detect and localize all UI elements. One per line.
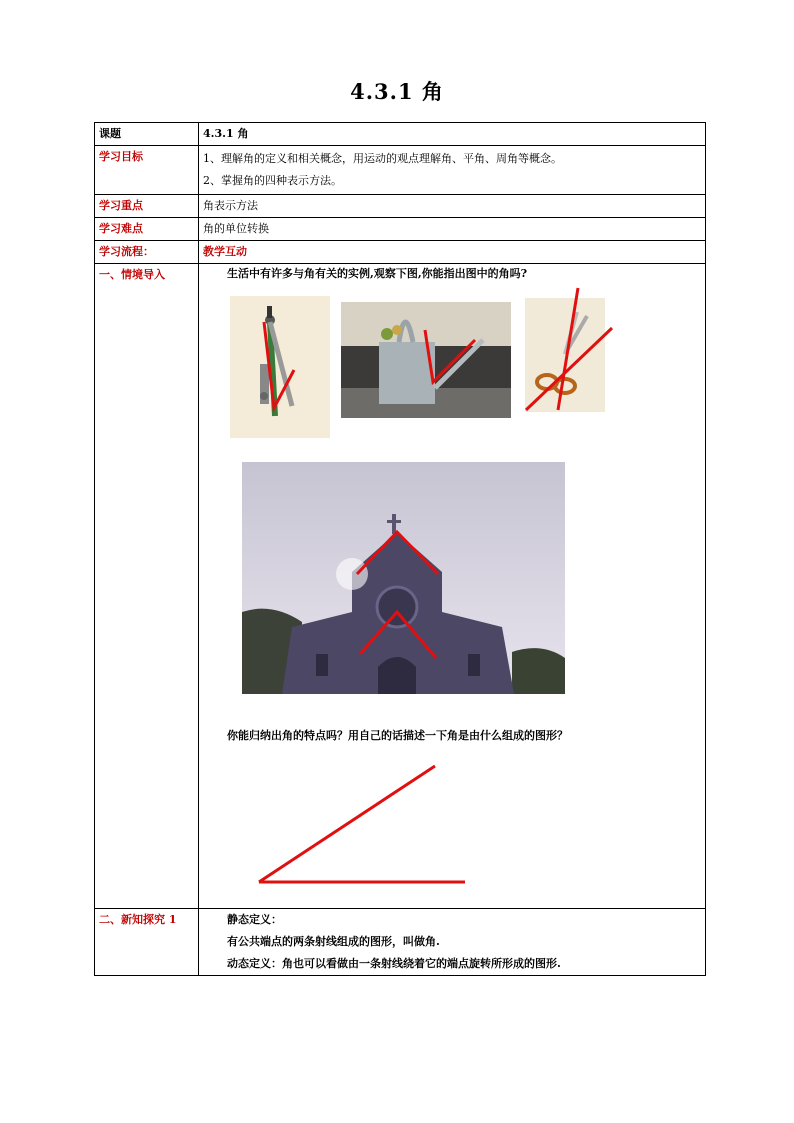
key-label: 学习重点 (95, 195, 199, 218)
intro-question-1: 生活中有许多与角有关的实例,观察下图,你能指出图中的角吗? (227, 267, 528, 280)
row-difficulty (95, 218, 706, 241)
goal-item: 1、理解角的定义和相关概念，用运动的观点理解角、平角、周角等概念。 (203, 152, 562, 165)
difficulty-label: 学习难点 (95, 218, 199, 241)
topic-value: 4.3.1 角 (199, 123, 706, 146)
row-explore (95, 909, 706, 976)
intro-question-2: 你能归纳出角的特点吗？用自己的话描述一下角是由什么组成的图形？ (227, 729, 568, 742)
key-value: 角表示方法 (199, 195, 706, 218)
row-goals (95, 146, 706, 195)
dynamic-definition-text: 动态定义：角也可以看做由一条射线绕着它的端点旋转所形成的图形. (227, 957, 561, 970)
row-intro (95, 264, 706, 909)
intro-label: 一、情境导入 (95, 264, 199, 909)
goal-item: 2、掌握角的四种表示方法。 (203, 174, 342, 187)
page-title: 4.3.1 角 (350, 79, 444, 104)
intro-content (199, 264, 706, 909)
row-key (95, 195, 706, 218)
goals-label: 学习目标 (95, 146, 199, 195)
explore-content (199, 909, 706, 976)
explore-label: 二、新知探究 1 (95, 909, 199, 976)
watering-can-photo (341, 302, 511, 418)
process-label: 学习流程： (95, 241, 199, 264)
scissors-angle-lines (518, 286, 618, 416)
lesson-table (94, 122, 706, 976)
static-definition-heading: 静态定义： (227, 913, 282, 926)
row-topic (95, 123, 706, 146)
topic-label: 课题 (95, 123, 199, 146)
static-definition-text: 有公共端点的两条射线组成的图形，叫做角. (227, 935, 440, 948)
angle-diagram (255, 762, 475, 888)
row-process (95, 241, 706, 264)
compass-photo (230, 296, 330, 438)
process-value: 教学互动 (199, 241, 706, 264)
goals-value (199, 146, 706, 195)
intro-media (203, 266, 701, 906)
church-angle-lines (242, 462, 565, 694)
difficulty-value: 角的单位转换 (199, 218, 706, 241)
